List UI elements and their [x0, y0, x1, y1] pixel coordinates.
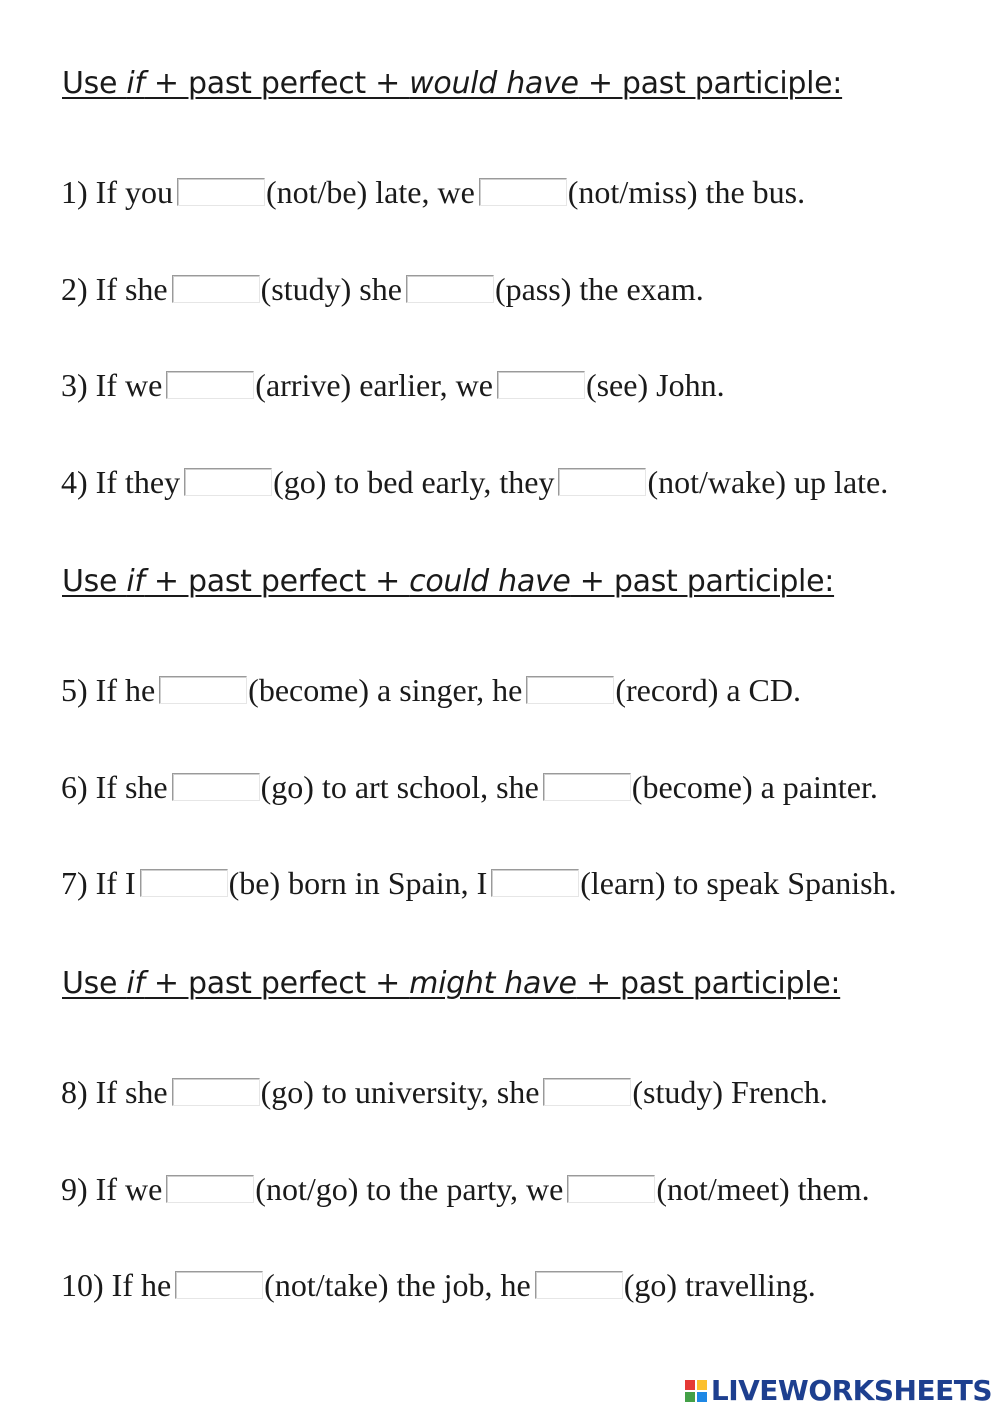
- heading-suffix: + past participle:: [576, 966, 841, 1001]
- answer-field-4a[interactable]: [184, 468, 272, 496]
- item-end: (go) travelling.: [623, 1267, 816, 1303]
- answer-field-4b[interactable]: [558, 468, 646, 496]
- answer-field-7a[interactable]: [140, 869, 228, 897]
- logo-square-icon: [697, 1392, 707, 1402]
- item-middle: (go) to university, she: [260, 1074, 540, 1110]
- item-end: (study) French.: [632, 1074, 828, 1110]
- heading-mid: + past perfect +: [144, 564, 410, 599]
- answer-field-3a[interactable]: [166, 371, 254, 399]
- item-end: (pass) the exam.: [494, 271, 704, 307]
- heading-prefix: Use: [62, 66, 127, 101]
- heading-modal: might have: [409, 966, 577, 1001]
- answer-field-5b[interactable]: [526, 676, 614, 704]
- item-middle: (arrive) earlier, we: [255, 367, 493, 403]
- answer-field-5a[interactable]: [159, 676, 247, 704]
- item-end: (become) a painter.: [631, 769, 878, 805]
- answer-field-6a[interactable]: [172, 773, 260, 801]
- answer-field-1a[interactable]: [177, 178, 265, 206]
- answer-field-2a[interactable]: [172, 275, 260, 303]
- item-lead: 8) If she: [61, 1074, 168, 1110]
- exercise-item-7: [61, 865, 897, 902]
- heading-if: if: [126, 966, 145, 1001]
- heading-prefix: Use: [62, 966, 127, 1001]
- item-end: (not/miss) the bus.: [567, 174, 806, 210]
- item-end: (record) a CD.: [615, 672, 801, 708]
- heading-mid: + past perfect +: [144, 966, 410, 1001]
- item-lead: 3) If we: [61, 367, 163, 403]
- answer-field-1b[interactable]: [479, 178, 567, 206]
- item-lead: 10) If he: [61, 1267, 172, 1303]
- heading-prefix: Use: [62, 564, 127, 599]
- answer-field-9b[interactable]: [567, 1175, 655, 1203]
- item-middle: (not/go) to the party, we: [255, 1171, 564, 1207]
- logo-square-icon: [685, 1392, 695, 1402]
- exercise-item-1: [61, 174, 805, 211]
- answer-field-3b[interactable]: [497, 371, 585, 399]
- item-lead: 6) If she: [61, 769, 168, 805]
- exercise-item-6: [61, 769, 878, 806]
- section-heading-would: [62, 66, 842, 101]
- exercise-item-5: [61, 672, 801, 709]
- item-lead: 4) If they: [61, 464, 181, 500]
- item-middle: (go) to bed early, they: [273, 464, 555, 500]
- item-lead: 1) If you: [61, 174, 173, 210]
- heading-mid: + past perfect +: [144, 66, 410, 101]
- item-middle: (be) born in Spain, I: [228, 865, 488, 901]
- answer-field-10a[interactable]: [175, 1271, 263, 1299]
- answer-field-6b[interactable]: [543, 773, 631, 801]
- liveworksheets-logo[interactable]: [685, 1374, 992, 1407]
- exercise-item-8: [61, 1074, 828, 1111]
- item-lead: 9) If we: [61, 1171, 163, 1207]
- answer-field-8a[interactable]: [172, 1078, 260, 1106]
- exercise-item-2: [61, 271, 704, 308]
- heading-suffix: + past participle:: [578, 66, 843, 101]
- logo-square-icon: [685, 1380, 695, 1390]
- section-heading-might: [62, 966, 840, 1001]
- brand-name: LIVEWORKSHEETS: [710, 1374, 992, 1407]
- item-lead: 2) If she: [61, 271, 168, 307]
- item-end: (not/wake) up late.: [647, 464, 889, 500]
- heading-suffix: + past participle:: [570, 564, 835, 599]
- heading-if: if: [126, 564, 145, 599]
- item-middle: (become) a singer, he: [248, 672, 523, 708]
- exercise-item-9: [61, 1171, 870, 1208]
- item-lead: 5) If he: [61, 672, 156, 708]
- heading-if: if: [126, 66, 145, 101]
- answer-field-7b[interactable]: [491, 869, 579, 897]
- answer-field-8b[interactable]: [543, 1078, 631, 1106]
- heading-modal: would have: [409, 66, 579, 101]
- exercise-item-3: [61, 367, 725, 404]
- section-heading-could: [62, 564, 834, 599]
- logo-grid-icon: [685, 1380, 707, 1402]
- answer-field-10b[interactable]: [535, 1271, 623, 1299]
- exercise-item-10: [61, 1267, 816, 1304]
- item-end: (not/meet) them.: [656, 1171, 870, 1207]
- heading-modal: could have: [409, 564, 571, 599]
- item-middle: (go) to art school, she: [260, 769, 539, 805]
- logo-square-icon: [697, 1380, 707, 1390]
- item-end: (see) John.: [585, 367, 725, 403]
- exercise-item-4: [61, 464, 888, 501]
- item-middle: (not/be) late, we: [265, 174, 475, 210]
- item-middle: (study) she: [260, 271, 402, 307]
- item-lead: 7) If I: [61, 865, 136, 901]
- item-middle: (not/take) the job, he: [264, 1267, 531, 1303]
- answer-field-2b[interactable]: [406, 275, 494, 303]
- answer-field-9a[interactable]: [166, 1175, 254, 1203]
- item-end: (learn) to speak Spanish.: [580, 865, 897, 901]
